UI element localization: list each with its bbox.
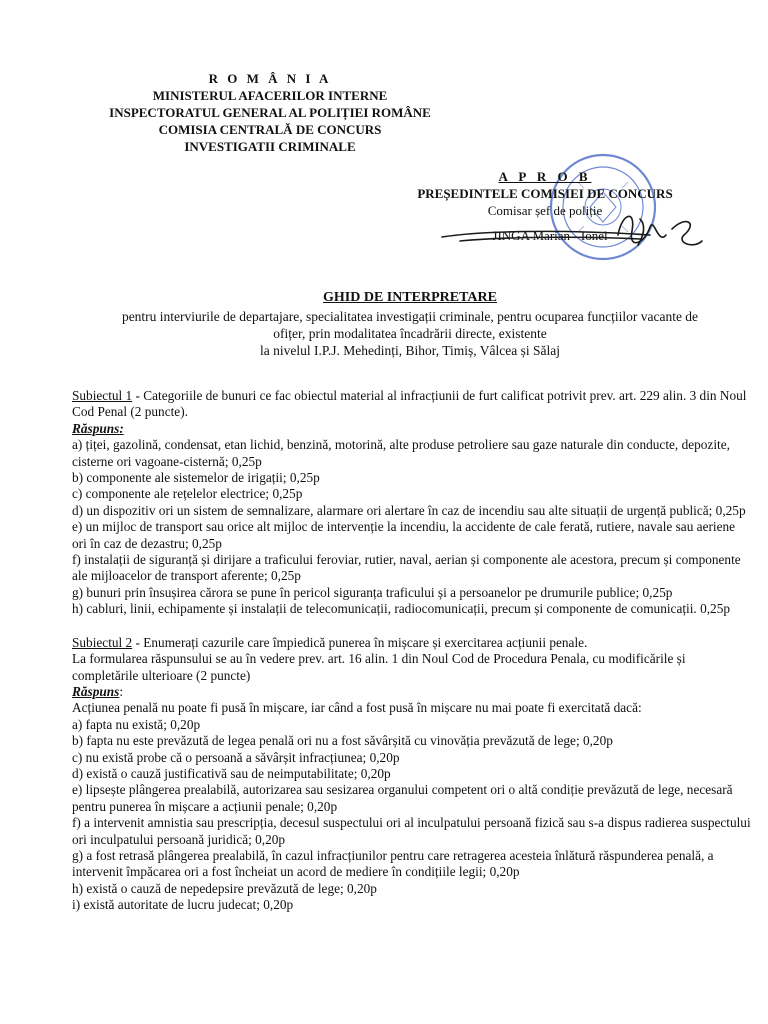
subject-1-text: - Categoriile de bunuri ce fac obiectul material al infracțiunii de furt calificat potrivit prev. art. 229 alin. 3 din Noul Cod Penal (2 puncte). <box>72 388 747 420</box>
document-body <box>72 388 752 914</box>
approval-title: A P R O B <box>498 169 592 184</box>
subject-1-item-e: e) un mijloc de transport sau orice alt mijloc de intervenție la incendiu, la accidente de cale ferată, rutiere, navale sau aeriene ori în caz de dezastru; 0,25p <box>72 519 736 551</box>
guide-subtitle-line-2: ofițer, prin modalitatea încadrării directe, existente <box>273 326 547 341</box>
handwritten-signature-icon <box>440 205 710 265</box>
subject-2-item-d: d) există o cauză justificativă sau de neimputabilitate; 0,20p <box>72 765 391 781</box>
subject-1-question <box>72 388 752 421</box>
subject-1-item-c: c) componente ale rețelelor electrice; 0,25p <box>72 486 303 502</box>
subject-1-item-a: a) țiței, gazolină, condensat, etan lichid, benzină, motorină, alte produse petroliere sau gaze naturale din conducte, depozite, cisterne ori vagoane-cisternă; 0,25p <box>72 437 730 469</box>
subject-2-item-a: a) fapta nu există; 0,20p <box>72 716 201 732</box>
ministry-name: MINISTERUL AFACERILOR INTERNE <box>152 88 388 103</box>
answer-colon: : <box>119 683 124 699</box>
approval-signatory-name: JINGA Marian - Ionel <box>492 228 608 243</box>
subject-2-answer-heading <box>72 684 752 700</box>
guide-subtitle-line-1: pentru interviurile de departajare, specialitatea investigații criminale, pentru ocuparea funcțiilor vacante de <box>121 309 699 324</box>
subject-1-item-g: g) bunuri prin însușirea cărora se pune în pericol siguranța traficului și a persoanelor pe drumurile publice; 0,25p <box>72 584 673 600</box>
subject-2-item-b: b) fapta nu este prevăzută de legea penală ori nu a fost săvârșită cu vinovăția prevăzută de lege; 0,20p <box>72 733 613 749</box>
inspectorate-name: INSPECTORATUL GENERAL AL POLIȚIEI ROMÂNE <box>109 105 431 120</box>
department-name: INVESTIGATII CRIMINALE <box>184 139 356 154</box>
subject-2-item-g: g) a fost retrasă plângerea prealabilă, în cazul infracțiunilor pentru care retragerea acesteia înlătură răspunderea penală, a intervenit împăcarea ori a fost încheiat un acord de mediere în condițiile legii; 0,20p <box>72 847 714 880</box>
subject-2-item-f: f) a intervenit amnistia sau prescripția, decesul suspectului ori al inculpatului persoană fizică sau s-a dispus radierea suspectului ori inculpatului persoană juridică; 0,20p <box>72 815 751 847</box>
approval-role: PREȘEDINTELE COMISIEI DE CONCURS <box>417 186 673 201</box>
subject-2-item-i: i) există autoritate de lucru judecat; 0,20p <box>72 897 294 913</box>
country-name: R O M Â N I A <box>208 71 332 86</box>
subject-2-item-c: c) nu există probe că o persoană a săvârșit infracțiunea; 0,20p <box>72 749 400 765</box>
subject-2-question <box>72 635 752 651</box>
subject-2-item-e: e) lipsește plângerea prealabilă, autorizarea sau sesizarea organului competent ori o altă condiție prevăzută de lege, necesară pentru punerea în mișcare a acțiunii penale; 0,20p <box>72 782 733 814</box>
subject-1-item-d: d) un dispozitiv ori un sistem de semnalizare, alarmare ori alertare în caz de incendiu sau alte situații de urgență publică; 0,25p <box>72 502 746 518</box>
subject-1-item-h: h) cabluri, linii, echipamente și instalații de telecomunicații, radiocomunicații, precum și componente de comunicații. 0,25p <box>72 601 730 617</box>
subject-2-label: Subiectul 2 <box>72 634 133 650</box>
subject-2-item-h: h) există o cauză de nepedepsire prevăzută de lege; 0,20p <box>72 880 377 896</box>
subject-1-answer-heading <box>72 421 752 437</box>
subject-1-label: Subiectul 1 <box>72 388 133 403</box>
subject-1-item-b: b) componente ale sistemelor de irigații; 0,25p <box>72 470 320 486</box>
commission-name: COMISIA CENTRALĂ DE CONCURS <box>158 122 382 137</box>
subject-2-text: - Enumerați cazurile care împiedică punerea în mișcare și exercitarea acțiunii penale. <box>132 634 588 650</box>
guide-title-block <box>60 289 760 359</box>
approval-rank: Comisar șef de poliție <box>487 203 603 218</box>
section-gap <box>72 618 752 635</box>
guide-subtitle-line-3: la nivelul I.P.J. Mehedinți, Bihor, Timiș, Vâlcea și Sălaj <box>260 343 560 358</box>
answer-colon: : <box>119 420 124 436</box>
subject-2-intro: Acțiunea penală nu poate fi pusă în mișcare, iar când a fost pusă în mișcare nu mai poate fi exercitată dacă: <box>72 700 642 716</box>
answer-label: Răspuns <box>72 420 120 436</box>
answer-label: Răspuns <box>72 683 120 699</box>
institution-header <box>60 70 480 155</box>
subject-1-item-f: f) instalații de siguranță și dirijare a traficului feroviar, rutier, naval, aerian și componente ale acestora, precum și componente ale mijloacelor de transport aferente; 0,25p <box>72 552 741 584</box>
guide-title: GHID DE INTERPRETARE <box>323 290 497 305</box>
subject-2-text-continued: La formularea răspunsului se au în vedere prev. art. 16 alin. 1 din Noul Cod de Procedura Penala, cu modificările și completările ulterioare (2 puncte) <box>72 651 686 683</box>
